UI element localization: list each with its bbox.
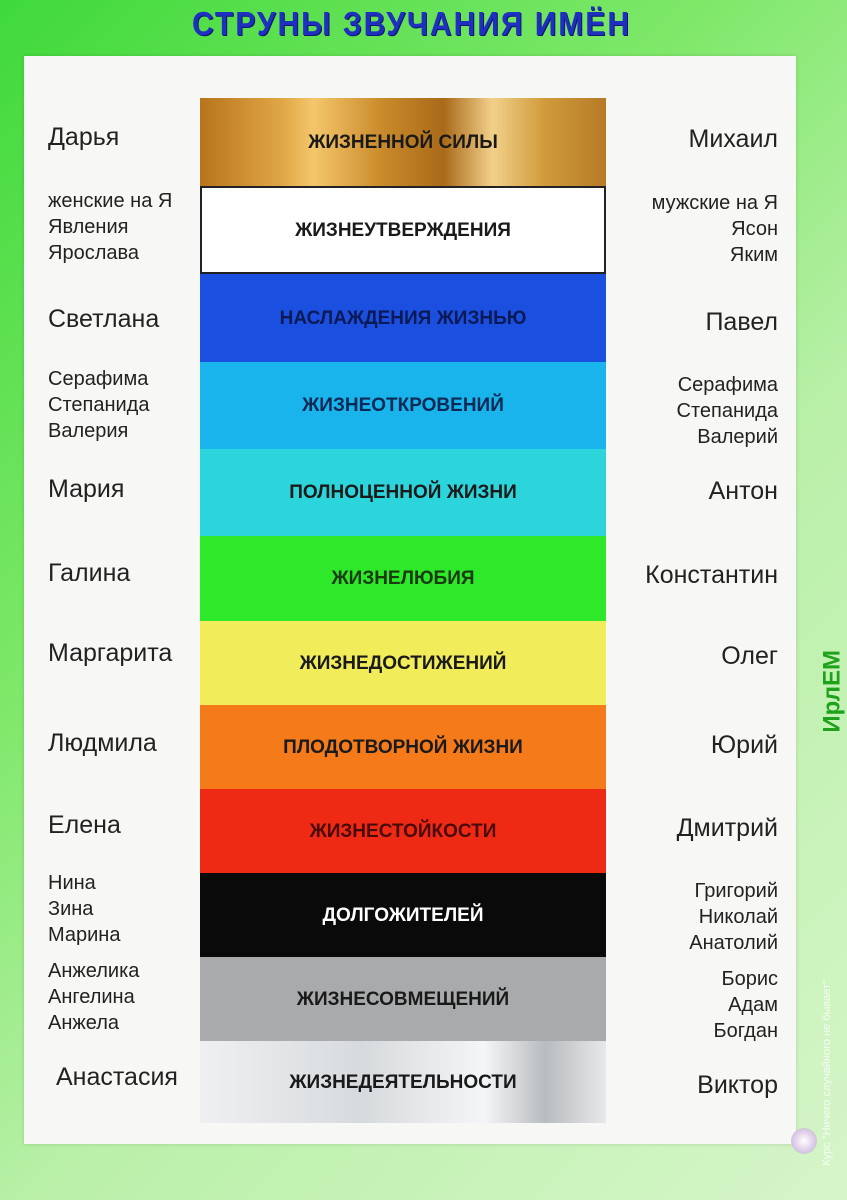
right-name: Анатолий — [689, 932, 778, 954]
band-2-label: ЖИЗНЕУТВЕРЖДЕНИЯ — [295, 219, 511, 241]
right-names-5 — [709, 478, 778, 504]
right-name: Серафима — [677, 374, 778, 396]
left-name: Светлана — [48, 305, 160, 333]
band-4-label: ЖИЗНЕОТКРОВЕНИЙ — [302, 395, 504, 416]
band-9-label: ЖИЗНЕСТОЙКОСТИ — [309, 820, 497, 842]
left-name: Серафима — [48, 368, 149, 390]
left-names-8 — [48, 730, 157, 756]
band-6-label: ЖИЗНЕЛЮБИЯ — [331, 568, 475, 589]
left-names-4 — [48, 366, 149, 444]
left-names-12 — [56, 1064, 178, 1090]
band-1-label: ЖИЗНЕННОЙ СИЛЫ — [308, 131, 498, 153]
left-names-9 — [48, 812, 121, 838]
right-name: Юрий — [710, 731, 778, 759]
band-5 — [200, 449, 606, 536]
right-names-4 — [677, 372, 778, 450]
side-caption: Курс "Ничего случайного не бывает" — [821, 980, 833, 1166]
right-name: мужские на Я — [651, 192, 778, 214]
left-name: Елена — [48, 811, 121, 839]
band-10 — [200, 873, 606, 957]
right-names-12 — [697, 1072, 778, 1098]
left-name: женские на Я — [48, 190, 173, 212]
band-7-label: ЖИЗНЕДОСТИЖЕНИЙ — [299, 652, 507, 674]
band-12 — [200, 1041, 606, 1123]
right-names-1 — [689, 126, 778, 152]
right-name: Степанида — [676, 400, 778, 422]
right-name: Михаил — [688, 125, 778, 153]
right-names-8 — [711, 732, 778, 758]
left-names-10 — [48, 870, 120, 948]
flower-icon — [791, 1128, 817, 1154]
left-name: Явления — [48, 216, 129, 238]
left-names-6 — [48, 560, 130, 586]
right-name: Адам — [728, 994, 778, 1016]
right-name: Григорий — [694, 880, 778, 902]
band-5-label: ПОЛНОЦЕННОЙ ЖИЗНИ — [289, 482, 517, 503]
right-names-3 — [705, 309, 778, 335]
band-1 — [200, 98, 606, 186]
right-name: Валерий — [697, 426, 778, 448]
right-name: Антон — [708, 477, 778, 505]
band-6 — [200, 536, 606, 621]
left-name: Анжелика — [48, 960, 140, 982]
band-2 — [200, 186, 606, 274]
right-name: Виктор — [697, 1071, 778, 1099]
band-11 — [200, 957, 606, 1041]
right-names-9 — [677, 815, 778, 841]
band-10-label: ДОЛГОЖИТЕЛЕЙ — [322, 904, 484, 926]
left-names-1 — [48, 124, 119, 150]
right-names-2 — [652, 190, 778, 268]
band-4 — [200, 362, 606, 449]
right-names-7 — [721, 643, 778, 669]
left-names-2 — [48, 188, 172, 266]
band-8-label: ПЛОДОТВОРНОЙ ЖИЗНИ — [283, 736, 523, 758]
side-label: ИрлЕМ — [819, 650, 846, 733]
left-names-7 — [48, 640, 172, 666]
page-title: СТРУНЫ ЗВУЧАНИЯ ИМЁН — [191, 6, 632, 43]
right-names-6 — [645, 562, 778, 588]
band-11-label: ЖИЗНЕСОВМЕЩЕНИЙ — [296, 988, 510, 1010]
left-name: Анастасия — [56, 1063, 178, 1091]
right-name: Николай — [698, 906, 778, 928]
band-12-label: ЖИЗНЕДЕЯТЕЛЬНОСТИ — [289, 1071, 517, 1093]
left-names-3 — [48, 306, 159, 332]
right-name: Богдан — [713, 1020, 778, 1042]
right-name: Дмитрий — [676, 814, 778, 842]
band-3-label: НАСЛАЖДЕНИЯ ЖИЗНЬЮ — [279, 307, 527, 329]
right-name: Яким — [729, 244, 778, 266]
right-name: Борис — [721, 968, 778, 990]
left-names-5 — [48, 476, 124, 502]
left-name: Дарья — [48, 123, 120, 151]
left-name: Анжела — [48, 1012, 120, 1034]
left-name: Ангелина — [48, 986, 135, 1008]
band-8 — [200, 705, 606, 789]
right-names-11 — [714, 966, 778, 1044]
right-name: Ясон — [731, 218, 778, 240]
left-name: Зина — [48, 898, 94, 920]
left-name: Валерия — [48, 420, 129, 442]
left-names-11 — [48, 958, 139, 1036]
left-name: Маргарита — [48, 639, 173, 667]
right-name: Олег — [721, 642, 778, 670]
band-9 — [200, 789, 606, 873]
band-7 — [200, 621, 606, 705]
left-name: Галина — [48, 559, 131, 587]
right-name: Павел — [705, 308, 778, 336]
left-name: Мария — [48, 475, 125, 503]
right-name: Константин — [645, 561, 778, 589]
left-name: Людмила — [48, 729, 157, 757]
left-name: Нина — [48, 872, 96, 894]
band-3 — [200, 274, 606, 362]
left-name: Степанида — [48, 394, 150, 416]
left-name: Ярослава — [48, 242, 140, 264]
right-names-10 — [689, 878, 778, 956]
left-name: Марина — [48, 924, 121, 946]
